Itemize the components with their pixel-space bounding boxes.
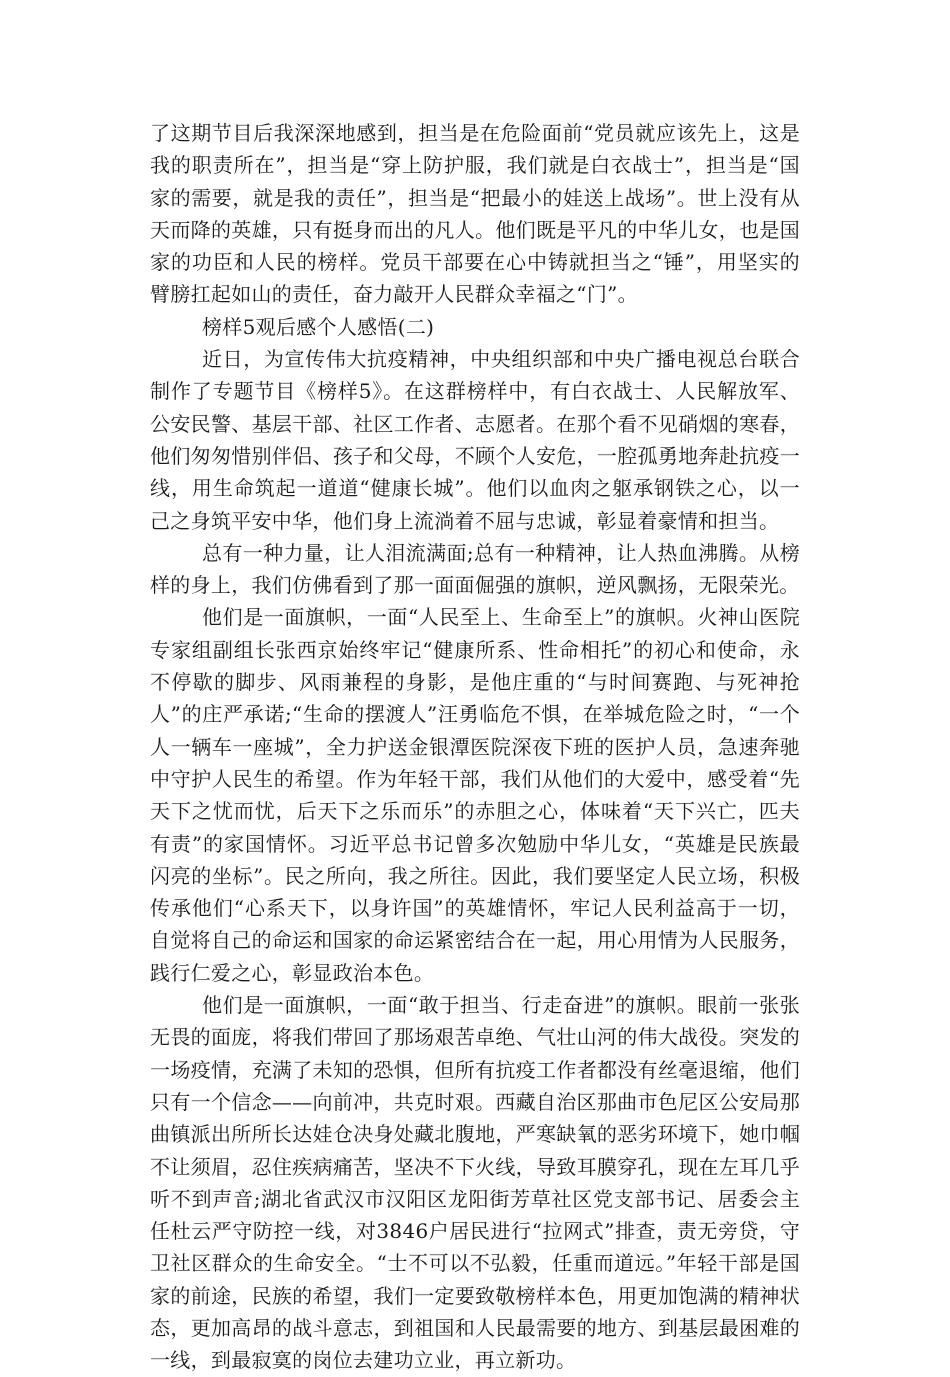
paragraph-power: 总有一种力量，让人泪流满面;总有一种精神，让人热血沸腾。从榜样的身上，我们仿佛看到了那一面面倔强的旗帜，逆风飘扬，无限荣光。 [150, 540, 800, 598]
document-page [150, 117, 800, 1377]
paragraph-flag-people-first: 他们是一面旗帜，一面“人民至上、生命至上”的旗帜。火神山医院专家组副组长张西京始终牢记“健康所系、性命相托”的初心和使命，永不停歇的脚步、风雨兼程的身影，是他庄重的“与时间赛跑、与死神抢人”的庄严承诺;“生命的摆渡人”汪勇临危不惧，在举城危险之时，“一个人一辆车一座城”，全力护送金银潭医院深夜下班的医护人员，急速奔驰中守护人民生的希望。作为年轻干部，我们从他们的大爱中，感受着“先天下之忧而忧，后天下之乐而乐”的赤胆之心，体味着“天下兴亡，匹夫有责”的家国情怀。习近平总书记曾多次勉励中华儿女，“英雄是民族最闪亮的坐标”。民之所向，我之所往。因此，我们要坚定人民立场，积极传承他们“心系天下，以身许国”的英雄情怀，牢记人民利益高于一切，自觉将自己的命运和国家的命运紧密结合在一起，用心用情为人民服务，践行仁爱之心，彰显政治本色。 [150, 605, 800, 985]
paragraph-continuation: 了这期节目后我深深地感到，担当是在危险面前“党员就应该先上，这是我的职责所在”，担当是“穿上防护服，我们就是白衣战士”，担当是“国家的需要，就是我的责任”，担当是“把最小的娃送上战场”。世上没有从天而降的英雄，只有挺身而出的凡人。他们既是平凡的中华儿女，也是国家的功臣和人民的榜样。党员干部要在心中铸就担当之“锤”，用坚实的臂膀扛起如山的责任，奋力敲开人民群众幸福之“门”。 [150, 121, 800, 307]
paragraph-flag-responsibility: 他们是一面旗帜，一面“敢于担当、行走奋进”的旗帜。眼前一张张无畏的面庞，将我们带回了那场艰苦卓绝、气壮山河的伟大战役。突发的一场疫情，充满了未知的恐惧，但所有抗疫工作者都没有丝毫退缩，他们只有一个信念——向前冲，共克时艰。西藏自治区那曲市色尼区公安局那曲镇派出所所长达娃仓决身处藏北腹地，严寒缺氧的恶劣环境下，她巾帼不让须眉，忍住疾病痛苦，坚决不下火线，导致耳膜穿孔，现在左耳几乎听不到声音;湖北省武汉市汉阳区龙阳街芳草社区党支部书记、居委会主任杜云严守防控一线，对3846户居民进行“拉网式”排查，责无旁贷，守卫社区群众的生命安全。“士不可以不弘毅，任重而道远。”年轻干部是国家的前途，民族的希望，我们一定要致敬榜样本色，用更加饱满的精神状态，更加高昂的战斗意志，到祖国和人民最需要的地方、到基层最困难的一线，到最寂寞的岗位去建功立业，再立新功。 [150, 993, 800, 1373]
section-heading: 榜样5观后感个人感悟(二) [202, 314, 435, 339]
paragraph-intro: 近日，为宣传伟大抗疫精神，中央组织部和中央广播电视总台联合制作了专题节目《榜样5》。在这群榜样中，有白衣战士、人民解放军、公安民警、基层干部、社区工作者、志愿者。在那个看不见硝烟的寒春，他们匆匆惜别伴侣、孩子和父母，不顾个人安危，一腔孤勇地奔赴抗疫一线，用生命筑起一道道“健康长城”。他们以血肉之躯承钢铁之心，以一己之身筑平安中华，他们身上流淌着不屈与忠诚，彰显着豪情和担当。 [150, 347, 800, 533]
